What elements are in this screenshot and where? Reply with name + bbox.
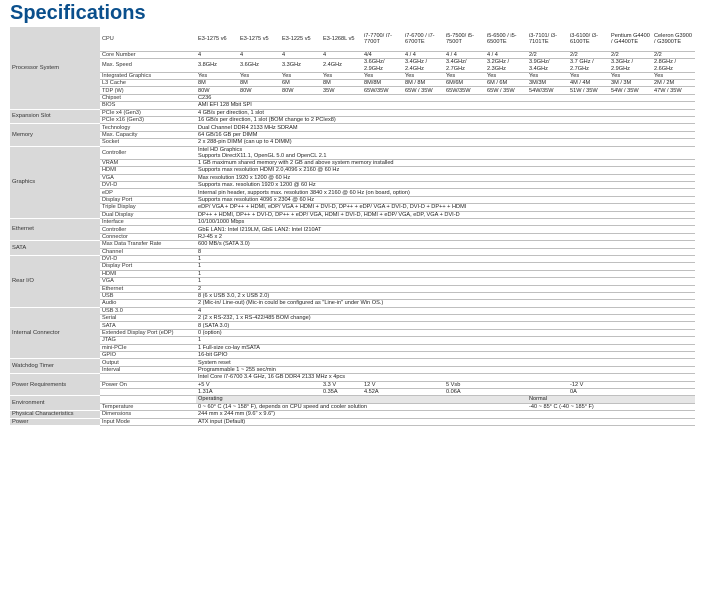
spec-value: 2/2: [527, 52, 568, 59]
spec-row: [10, 352, 695, 359]
spec-item-label: Socket: [100, 139, 196, 146]
spec-item-label: USB: [100, 292, 196, 299]
spec-value: 4: [196, 307, 695, 314]
spec-value: 4/4: [362, 52, 403, 59]
spec-value: 1: [196, 263, 695, 270]
spec-item-label: Channel: [100, 248, 196, 255]
spec-row: [10, 211, 695, 218]
spec-value: 51W / 35W: [568, 87, 609, 94]
spec-item-label: Max. Capacity: [100, 131, 196, 138]
spec-value: 4: [238, 52, 280, 59]
spec-value: 3.7 GHz / 2.7GHz: [568, 59, 609, 72]
spec-row: [10, 80, 695, 87]
spec-value: i3-7101/ i3-7101TE: [527, 27, 568, 52]
spec-value: Dual Channel DDR4 2133 MHz SDRAM: [196, 124, 695, 131]
spec-row: [10, 374, 695, 381]
spec-row: [10, 189, 695, 196]
spec-row: [10, 196, 695, 203]
spec-item-label: Controller: [100, 226, 196, 233]
spec-row: [10, 72, 695, 79]
specifications-body: [10, 27, 695, 425]
spec-value: Intel HD Graphics Supports DirectX11.1, OpenGL 5.0 and OpenCL 2.1: [196, 146, 695, 159]
spec-row: [10, 87, 695, 94]
spec-value: Operating: [196, 396, 527, 403]
spec-value: Max resolution 1920 x 1200 @ 60 Hz: [196, 174, 695, 181]
spec-item-label: Output: [100, 359, 196, 366]
spec-item-label: Temperature: [100, 403, 196, 410]
spec-value: 2 (2 x RS-232, 1 x RS-422/485 BOM change): [196, 315, 695, 322]
spec-item-label: VGA: [100, 278, 196, 285]
spec-row: [10, 218, 695, 225]
spec-row: [10, 329, 695, 336]
spec-value: Yes: [652, 72, 695, 79]
spec-value: i3-6100/ i3-6100TE: [568, 27, 609, 52]
spec-row: [10, 248, 695, 255]
spec-group-label: Expansion Slot: [10, 109, 100, 124]
spec-value: 3.4GHz / 2.4GHz: [403, 59, 444, 72]
page-title: Specifications: [10, 2, 146, 24]
spec-value: 80W: [280, 87, 321, 94]
spec-value: 1: [196, 255, 695, 262]
spec-item-label: Audio: [100, 300, 196, 307]
spec-row: [10, 285, 695, 292]
spec-value: 0 ~ 60° C (14 ~ 158° F), depends on CPU speed and cooler solution: [196, 403, 527, 410]
spec-item-label: Display Port: [100, 196, 196, 203]
spec-row: [10, 359, 695, 366]
spec-item-label: GPIO: [100, 352, 196, 359]
spec-group-label: Ethernet: [10, 218, 100, 240]
spec-value: Internal pin header, supports max. resolution 3840 x 2160 @ 60 Hz (on board, option): [196, 189, 695, 196]
spec-row: [10, 233, 695, 240]
spec-value: 4 GB/s per direction, 1 slot: [196, 109, 695, 116]
spec-row: [10, 167, 695, 174]
spec-value: 0A: [568, 388, 695, 395]
spec-value: 47W / 35W: [652, 87, 695, 94]
spec-item-label: PCIe x4 (Gen3): [100, 109, 196, 116]
spec-item-label: Connector: [100, 233, 196, 240]
spec-value: 4.52A: [362, 388, 444, 395]
spec-row: [10, 270, 695, 277]
spec-value: Supports max resolution 4096 x 2304 @ 60 Hz: [196, 196, 695, 203]
spec-group-label: Processor System: [10, 27, 100, 109]
spec-value: Yes: [238, 72, 280, 79]
spec-value: 16 GB/s per direction, 1 slot (BOM change to 2 PCIex8): [196, 117, 695, 124]
spec-value: E3-1275 v6: [196, 27, 238, 52]
spec-group-label: Graphics: [10, 146, 100, 218]
spec-row: [10, 344, 695, 351]
spec-item-label: TDP (W): [100, 87, 196, 94]
spec-row: [10, 315, 695, 322]
spec-value: 3.9GHz/ 3.4GHz: [527, 59, 568, 72]
spec-item-label: BIOS: [100, 102, 196, 109]
spec-item-label: Power On: [100, 381, 196, 388]
spec-value: E3-1225 v5: [280, 27, 321, 52]
spec-value: DP++ + HDMI, DP++ + DVI-D, DP++ + eDP/ VGA, HDMI + DVI-D, HDMI + eDP/ VGA, eDP, VGA + DVI-D: [196, 211, 695, 218]
spec-value: 8 (SATA 3.0): [196, 322, 695, 329]
spec-row: [10, 300, 695, 307]
spec-item-label: CPU: [100, 27, 196, 52]
spec-item-label: Triple Display: [100, 204, 196, 211]
spec-item-label: L3 Cache: [100, 80, 196, 87]
spec-value: 244 mm x 244 mm (9.6" x 9.6"): [196, 411, 695, 418]
spec-group-label: Power: [10, 418, 100, 425]
spec-value: 6M: [280, 80, 321, 87]
spec-item-label: SATA: [100, 322, 196, 329]
spec-value: Yes: [280, 72, 321, 79]
spec-item-label: PCIe x16 (Gen3): [100, 117, 196, 124]
spec-value: 4: [321, 52, 362, 59]
spec-value: 4: [196, 52, 238, 59]
spec-value: Yes: [196, 72, 238, 79]
spec-item-label: Max. Speed: [100, 59, 196, 72]
spec-item-label: DVI-D: [100, 182, 196, 189]
spec-value: 4M / 4M: [568, 80, 609, 87]
spec-value: Celeron G3900 / G3900TE: [652, 27, 695, 52]
spec-value: Pentium G4400 / G4400TE: [609, 27, 652, 52]
spec-item-label: [100, 374, 196, 381]
spec-item-label: Max Data Transfer Rate: [100, 241, 196, 248]
spec-value: RJ-45 x 2: [196, 233, 695, 240]
spec-value: 2 (Mic-in/ Line-out) (Mic-in could be configured as "Line-in" under Win OS.): [196, 300, 695, 307]
spec-item-label: JTAG: [100, 337, 196, 344]
spec-value: 1: [196, 270, 695, 277]
spec-value: 2.4GHz: [321, 59, 362, 72]
spec-value: 3.4GHz/ 2.7GHz: [444, 59, 485, 72]
spec-row: [10, 159, 695, 166]
spec-value: Yes: [568, 72, 609, 79]
spec-value: 8M: [321, 80, 362, 87]
spec-item-label: HDMI: [100, 270, 196, 277]
spec-value: 3M/3M: [527, 80, 568, 87]
spec-value: C236: [196, 94, 695, 101]
spec-value: 8M: [238, 80, 280, 87]
spec-value: 2: [196, 285, 695, 292]
spec-row: [10, 263, 695, 270]
spec-value: Supports max. resolution 1920 x 1200 @ 60 Hz: [196, 182, 695, 189]
spec-row: [10, 388, 695, 395]
spec-group-label: Rear I/O: [10, 255, 100, 307]
spec-value: 80W: [238, 87, 280, 94]
spec-value: 0 (option): [196, 329, 695, 336]
spec-value: 3.3 V: [321, 381, 362, 388]
spec-value: GbE LAN1: Intel I219LM, GbE LAN2: Intel I210AT: [196, 226, 695, 233]
spec-value: 8M/8M: [362, 80, 403, 87]
spec-row: [10, 278, 695, 285]
spec-row: [10, 403, 695, 410]
spec-value: Yes: [609, 72, 652, 79]
spec-value: Supports max resolution HDMI 2.0,4096 x 2160 @ 60 Hz: [196, 167, 695, 174]
spec-value: 35W: [321, 87, 362, 94]
spec-value: 54W / 35W: [609, 87, 652, 94]
spec-item-label: Serial: [100, 315, 196, 322]
spec-value: E3-1275 v5: [238, 27, 280, 52]
spec-item-label: Dual Display: [100, 211, 196, 218]
spec-row: [10, 418, 695, 425]
spec-group-label: Memory: [10, 124, 100, 146]
spec-value: 1 GB maximum shared memory with 2 GB and above system memory installed: [196, 159, 695, 166]
spec-row: [10, 292, 695, 299]
spec-value: 10/100/1000 Mbps: [196, 218, 695, 225]
spec-row: [10, 322, 695, 329]
spec-value: 1: [196, 337, 695, 344]
spec-value: 54W/35W: [527, 87, 568, 94]
spec-item-label: Core Number: [100, 52, 196, 59]
spec-value: 8: [196, 248, 695, 255]
spec-item-label: VGA: [100, 174, 196, 181]
spec-item-label: VRAM: [100, 159, 196, 166]
spec-value: 80W: [196, 87, 238, 94]
spec-row: [10, 255, 695, 262]
spec-value: Yes: [321, 72, 362, 79]
spec-value: 2 x 288-pin DIMM (can up to 4 DIMM): [196, 139, 695, 146]
spec-value: 6M/6M: [444, 80, 485, 87]
spec-value: 12 V: [362, 381, 444, 388]
spec-value: 3.6GHz: [238, 59, 280, 72]
spec-group-label: Physical Characteristics: [10, 411, 100, 418]
spec-value: 6M / 6M: [485, 80, 527, 87]
spec-value: 5 Vsb: [444, 381, 568, 388]
spec-item-label: Dimensions: [100, 411, 196, 418]
spec-group-label: Power Requirements: [10, 374, 100, 396]
spec-value: 2/2: [652, 52, 695, 59]
spec-item-label: Extended Display Port (eDP): [100, 329, 196, 336]
spec-value: 2/2: [609, 52, 652, 59]
spec-row: [10, 131, 695, 138]
spec-item-label: Input Mode: [100, 418, 196, 425]
spec-value: 3.3GHz: [280, 59, 321, 72]
spec-value: Intel Core i7-6700 3.4 GHz, 16 GB DDR4 2133 MHz x 4pcs: [196, 374, 695, 381]
spec-value: 3.8GHz: [196, 59, 238, 72]
spec-value: 4 / 4: [485, 52, 527, 59]
spec-row: [10, 204, 695, 211]
spec-item-label: DVI-D: [100, 255, 196, 262]
spec-value: Yes: [444, 72, 485, 79]
spec-item-label: Integrated Graphics: [100, 72, 196, 79]
specifications-table: [10, 27, 695, 426]
spec-value: 2/2: [568, 52, 609, 59]
spec-group-label: Internal Connector: [10, 307, 100, 359]
spec-value: 0.35A: [321, 388, 362, 395]
spec-row: [10, 109, 695, 116]
spec-value: -40 ~ 85° C (-40 ~ 185° F): [527, 403, 695, 410]
spec-item-label: [100, 396, 196, 403]
spec-item-label: Display Port: [100, 263, 196, 270]
spec-item-label: Chipset: [100, 94, 196, 101]
spec-value: 1 Full-size co-lay mSATA: [196, 344, 695, 351]
spec-value: i7-7700/ i7-7700T: [362, 27, 403, 52]
spec-row: [10, 117, 695, 124]
spec-value: 2M / 2M: [652, 80, 695, 87]
spec-item-label: Controller: [100, 146, 196, 159]
spec-row: [10, 94, 695, 101]
spec-row: [10, 241, 695, 248]
spec-group-label: Watchdog Timer: [10, 359, 100, 374]
spec-value: 65W/35W: [362, 87, 403, 94]
spec-row: [10, 146, 695, 159]
spec-value: 4 / 4: [403, 52, 444, 59]
spec-value: Programmable 1 ~ 255 sec/min: [196, 366, 695, 373]
spec-item-label: eDP: [100, 189, 196, 196]
spec-value: 1.31A: [196, 388, 321, 395]
spec-row: [10, 307, 695, 314]
spec-value: i5-7500/ i5-7500T: [444, 27, 485, 52]
spec-group-label: SATA: [10, 241, 100, 256]
spec-item-label: mini-PCIe: [100, 344, 196, 351]
spec-value: Normal: [527, 396, 695, 403]
spec-value: 4 / 4: [444, 52, 485, 59]
spec-row: [10, 174, 695, 181]
spec-value: -12 V: [568, 381, 695, 388]
spec-value: 8M: [196, 80, 238, 87]
spec-value: 3.6GHz/ 2.9GHz: [362, 59, 403, 72]
spec-row: [10, 59, 695, 72]
spec-value: i7-6700 / i7-6700TE: [403, 27, 444, 52]
spec-item-label: [100, 388, 196, 395]
spec-row: [10, 52, 695, 59]
spec-value: ATX input (Default): [196, 418, 695, 425]
spec-value: eDP/ VGA + DP++ + HDMI, eDP/ VGA + HDMI + DVI-D, DP++ + eDP/ VGA + DVI-D, DVI-D + DP++ + HDMI: [196, 204, 695, 211]
spec-value: 1: [196, 278, 695, 285]
spec-value: +5 V: [196, 381, 321, 388]
spec-item-label: Technology: [100, 124, 196, 131]
spec-value: Yes: [362, 72, 403, 79]
spec-value: 2.8GHz / 2.6GHz: [652, 59, 695, 72]
spec-value: Yes: [403, 72, 444, 79]
spec-value: 8 (6 x USB 3.0, 2 x USB 2.0): [196, 292, 695, 299]
spec-value: E3-1268L v5: [321, 27, 362, 52]
spec-row: [10, 337, 695, 344]
spec-row: [10, 396, 695, 403]
spec-item-label: Ethernet: [100, 285, 196, 292]
spec-row: [10, 139, 695, 146]
spec-value: 3.2GHz / 2.3GHz: [485, 59, 527, 72]
spec-value: 65W / 35W: [485, 87, 527, 94]
spec-value: AMI EFI 128 Mbit SPI: [196, 102, 695, 109]
spec-item-label: HDMI: [100, 167, 196, 174]
spec-item-label: Interval: [100, 366, 196, 373]
spec-value: 64 GB/16 GB per DIMM: [196, 131, 695, 138]
spec-item-label: Interface: [100, 218, 196, 225]
spec-value: 600 MB/s (SATA 3.0): [196, 241, 695, 248]
spec-value: 8M / 8M: [403, 80, 444, 87]
spec-row: [10, 102, 695, 109]
spec-value: Yes: [527, 72, 568, 79]
spec-value: 4: [280, 52, 321, 59]
spec-item-label: USB 3.0: [100, 307, 196, 314]
spec-row: [10, 411, 695, 418]
spec-row: [10, 182, 695, 189]
spec-value: 65W/35W: [444, 87, 485, 94]
spec-row: [10, 366, 695, 373]
spec-value: 3.3GHz / 2.9GHz: [609, 59, 652, 72]
spec-row: [10, 124, 695, 131]
spec-value: 65W / 35W: [403, 87, 444, 94]
spec-value: 0.06A: [444, 388, 568, 395]
spec-row: [10, 27, 695, 52]
spec-value: i5-6500 / i5-6500TE: [485, 27, 527, 52]
spec-group-label: Environment: [10, 396, 100, 411]
spec-value: 3M / 3M: [609, 80, 652, 87]
spec-value: System reset: [196, 359, 695, 366]
spec-row: [10, 381, 695, 388]
spec-row: [10, 226, 695, 233]
spec-value: Yes: [485, 72, 527, 79]
spec-value: 16-bit GPIO: [196, 352, 695, 359]
